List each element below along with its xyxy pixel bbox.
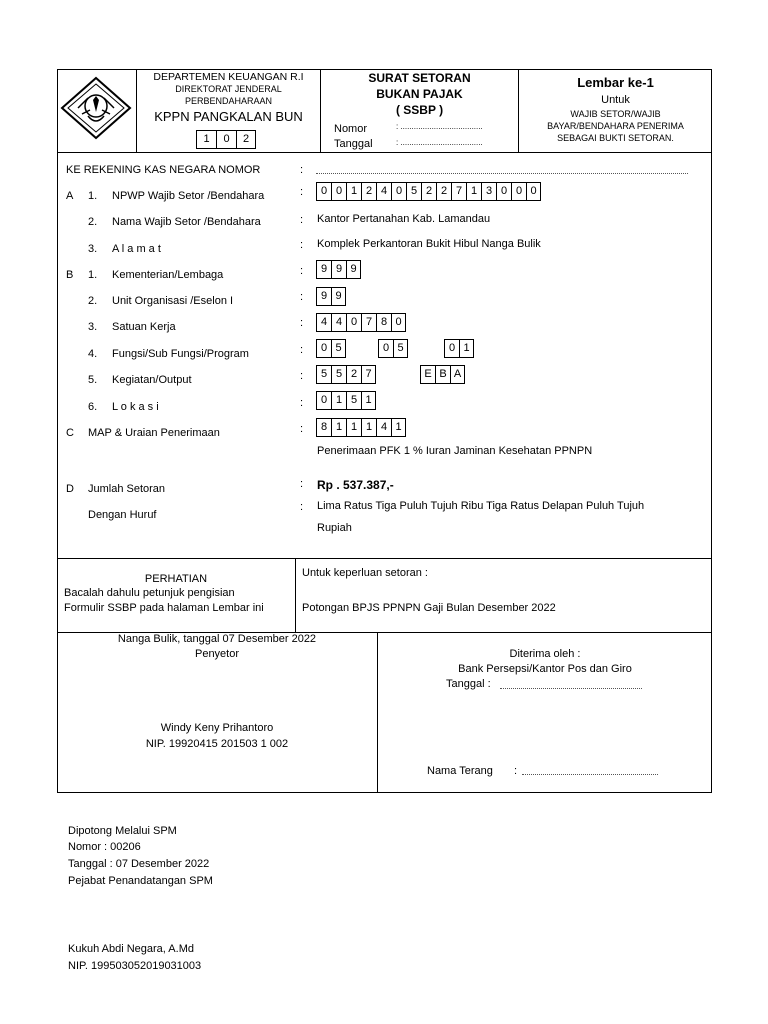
keperluan-label: Untuk keperluan setoran : [302,567,428,579]
kemenkeu-logo [60,76,132,140]
kementerian-digit: 9 [331,260,346,279]
npwp-digit: 4 [376,182,391,201]
footer-line-3: Tanggal : 07 Desember 2022 [68,858,210,870]
perhatian-title: PERHATIAN [144,573,208,585]
npwp-digit: 0 [526,182,541,201]
penyetor-name: Windy Keny Prihantoro [160,722,274,734]
kegiatan-digit: 2 [346,365,361,384]
dept-sub2: PERBENDAHARAAN [184,96,273,106]
perhatian-line-2: Formulir SSBP pada halaman Lembar ini [64,602,264,614]
npwp-digit: 7 [451,182,466,201]
perhatian-top-line [57,558,712,559]
fungsi-boxes [316,339,346,358]
rekening-field[interactable] [316,173,688,174]
terbilang-label: Dengan Huruf [88,509,157,521]
dept-name: DEPARTEMEN KEUANGAN R.I [153,71,304,83]
npwp-digit: 0 [391,182,406,201]
row-num: 1. [88,269,98,281]
diterima-title: Diterima oleh : [509,648,581,660]
npwp-digit: 1 [466,182,481,201]
unit-org-label: Unit Organisasi /Eselon I [112,295,234,307]
row-num: 5. [88,374,98,386]
row-num: 3. [88,321,98,333]
program-digit: 1 [459,339,474,358]
npwp-digit: 2 [361,182,376,201]
section-d-letter: D [66,483,74,495]
lembar-title: Lembar ke-1 [577,75,654,90]
subfungsi-digit: 5 [393,339,408,358]
row-num: 6. [88,401,98,413]
satker-digit: 0 [346,313,361,332]
npwp-digit: 1 [346,182,361,201]
footer-line-1: Dipotong Melalui SPM [68,825,177,837]
npwp-boxes [316,182,541,201]
uraian-value: Penerimaan PFK 1 % Iuran Jaminan Kesehatan PPNPN [317,445,593,457]
keperluan-value: Potongan BPJS PPNPN Gaji Bulan Desember 2022 [302,602,556,614]
lokasi-digit: 5 [346,391,361,410]
form-title-3: ( SSBP ) [395,103,444,117]
kegiatan-digit: 5 [331,365,346,384]
nama-terang-colon: : [514,765,518,777]
satker-label: Satuan Kerja [112,321,176,333]
unit-boxes [316,287,346,306]
lokasi-digit: 1 [331,391,346,410]
kegiatan-digit: 7 [361,365,376,384]
penyetor-nip: NIP. 19920415 201503 1 002 [145,738,289,750]
jumlah-label: Jumlah Setoran [88,483,166,495]
map-digit: 8 [316,418,331,437]
office-code-boxes [196,130,256,149]
nomor-field[interactable]: : ..................................... [396,122,483,131]
terbilang-value-1: Lima Ratus Tiga Puluh Tujuh Ribu Tiga Ratus Delapan Puluh Tujuh [317,500,645,512]
npwp-digit: 0 [316,182,331,201]
satker-digit: 4 [316,313,331,332]
tanggal-field[interactable]: : ..................................... [396,138,483,147]
footer-line-2: Nomor : 00206 [68,841,141,853]
nama-wajib-label: Nama Wajib Setor /Bendahara [112,216,261,228]
footer-signer-nip: NIP. 199503052019031003 [68,960,202,972]
nama-terang-label: Nama Terang [427,765,493,777]
program-boxes [444,339,474,358]
row-num: 3. [88,243,98,255]
row-num: 4. [88,348,98,360]
fungsi-label: Fungsi/Sub Fungsi/Program [112,348,249,360]
rekening-colon: : [300,164,304,176]
section-b-letter: B [66,269,74,281]
untuk-desc-2: BAYAR/BENDAHARA PENERIMA [547,121,684,131]
fungsi-digit: 0 [316,339,331,358]
kegiatan-boxes [316,365,376,384]
output-char: A [450,365,465,384]
untuk-label: Untuk [601,94,630,106]
npwp-digit: 2 [421,182,436,201]
output-boxes [420,365,465,384]
nomor-label: Nomor [334,123,368,135]
untuk-desc-3: SEBAGAI BUKTI SETORAN. [557,133,674,143]
map-label: MAP & Uraian Penerimaan [88,427,220,439]
form-title-2: BUKAN PAJAK [376,87,463,101]
map-digit: 1 [331,418,346,437]
npwp-digit: 0 [511,182,526,201]
satker-digit: 7 [361,313,376,332]
subfungsi-boxes [378,339,408,358]
satker-digit: 8 [376,313,391,332]
office-code-digit: 1 [196,130,216,149]
lokasi-digit: 0 [316,391,331,410]
map-digit: 1 [346,418,361,437]
penyetor-place-date: Nanga Bulik, tanggal 07 Desember 2022 [117,633,317,645]
row-num: 1. [88,190,98,202]
satker-boxes [316,313,406,332]
program-digit: 0 [444,339,459,358]
untuk-desc-1: WAJIB SETOR/WAJIB [570,109,661,119]
kementerian-label: Kementerian/Lembaga [112,269,224,281]
npwp-digit: 3 [481,182,496,201]
subfungsi-digit: 0 [378,339,393,358]
kementerian-digit: 9 [346,260,361,279]
penyetor-role: Penyetor [194,648,240,660]
alamat-value: Komplek Perkantoran Bukit Hibul Nanga Bulik [317,238,541,250]
npwp-digit: 0 [496,182,511,201]
jumlah-value: Rp . 537.387,- [317,478,394,492]
output-char: E [420,365,435,384]
diterima-tanggal-label: Tanggal : [446,678,491,690]
map-digit: 1 [361,418,376,437]
lokasi-boxes [316,391,376,410]
satker-digit: 0 [391,313,406,332]
satker-digit: 4 [331,313,346,332]
npwp-digit: 2 [436,182,451,201]
map-boxes [316,418,406,437]
diterima-bank: Bank Persepsi/Kantor Pos dan Giro [458,663,632,675]
dept-sub1: DIREKTORAT JENDERAL [175,84,282,94]
npwp-digit: 5 [406,182,421,201]
nama-terang-field[interactable] [522,774,658,775]
kementerian-boxes [316,260,361,279]
kegiatan-label: Kegiatan/Output [112,374,192,386]
npwp-label: NPWP Wajib Setor /Bendahara [112,190,265,202]
lokasi-label: L o k a s i [112,401,159,413]
section-a-letter: A [66,190,74,202]
form-title-1: SURAT SETORAN [368,71,471,85]
perhatian-divider [295,558,296,632]
diterima-tanggal-field[interactable] [500,688,642,689]
fungsi-digit: 5 [331,339,346,358]
row-num: 2. [88,295,98,307]
office-code-digit: 2 [236,130,256,149]
nama-wajib-value: Kantor Pertanahan Kab. Lamandau [317,213,491,225]
unit-digit: 9 [316,287,331,306]
tanggal-label: Tanggal [334,138,373,150]
alamat-label: A l a m a t [112,243,161,255]
unit-digit: 9 [331,287,346,306]
footer-signer: Kukuh Abdi Negara, A.Md [68,943,194,955]
row-num: 2. [88,216,98,228]
office-code-digit: 0 [216,130,236,149]
npwp-digit: 0 [331,182,346,201]
output-char: B [435,365,450,384]
lokasi-digit: 1 [361,391,376,410]
header-divider [57,152,712,153]
kementerian-digit: 9 [316,260,331,279]
terbilang-value-2: Rupiah [317,522,352,534]
map-digit: 4 [376,418,391,437]
section-c-letter: C [66,427,74,439]
footer-line-4: Pejabat Penandatangan SPM [68,875,213,887]
kegiatan-digit: 5 [316,365,331,384]
map-digit: 1 [391,418,406,437]
rekening-label: KE REKENING KAS NEGARA NOMOR [66,164,261,176]
office-name: KPPN PANGKALAN BUN [154,109,303,124]
perhatian-line-1: Bacalah dahulu petunjuk pengisian [64,587,235,599]
